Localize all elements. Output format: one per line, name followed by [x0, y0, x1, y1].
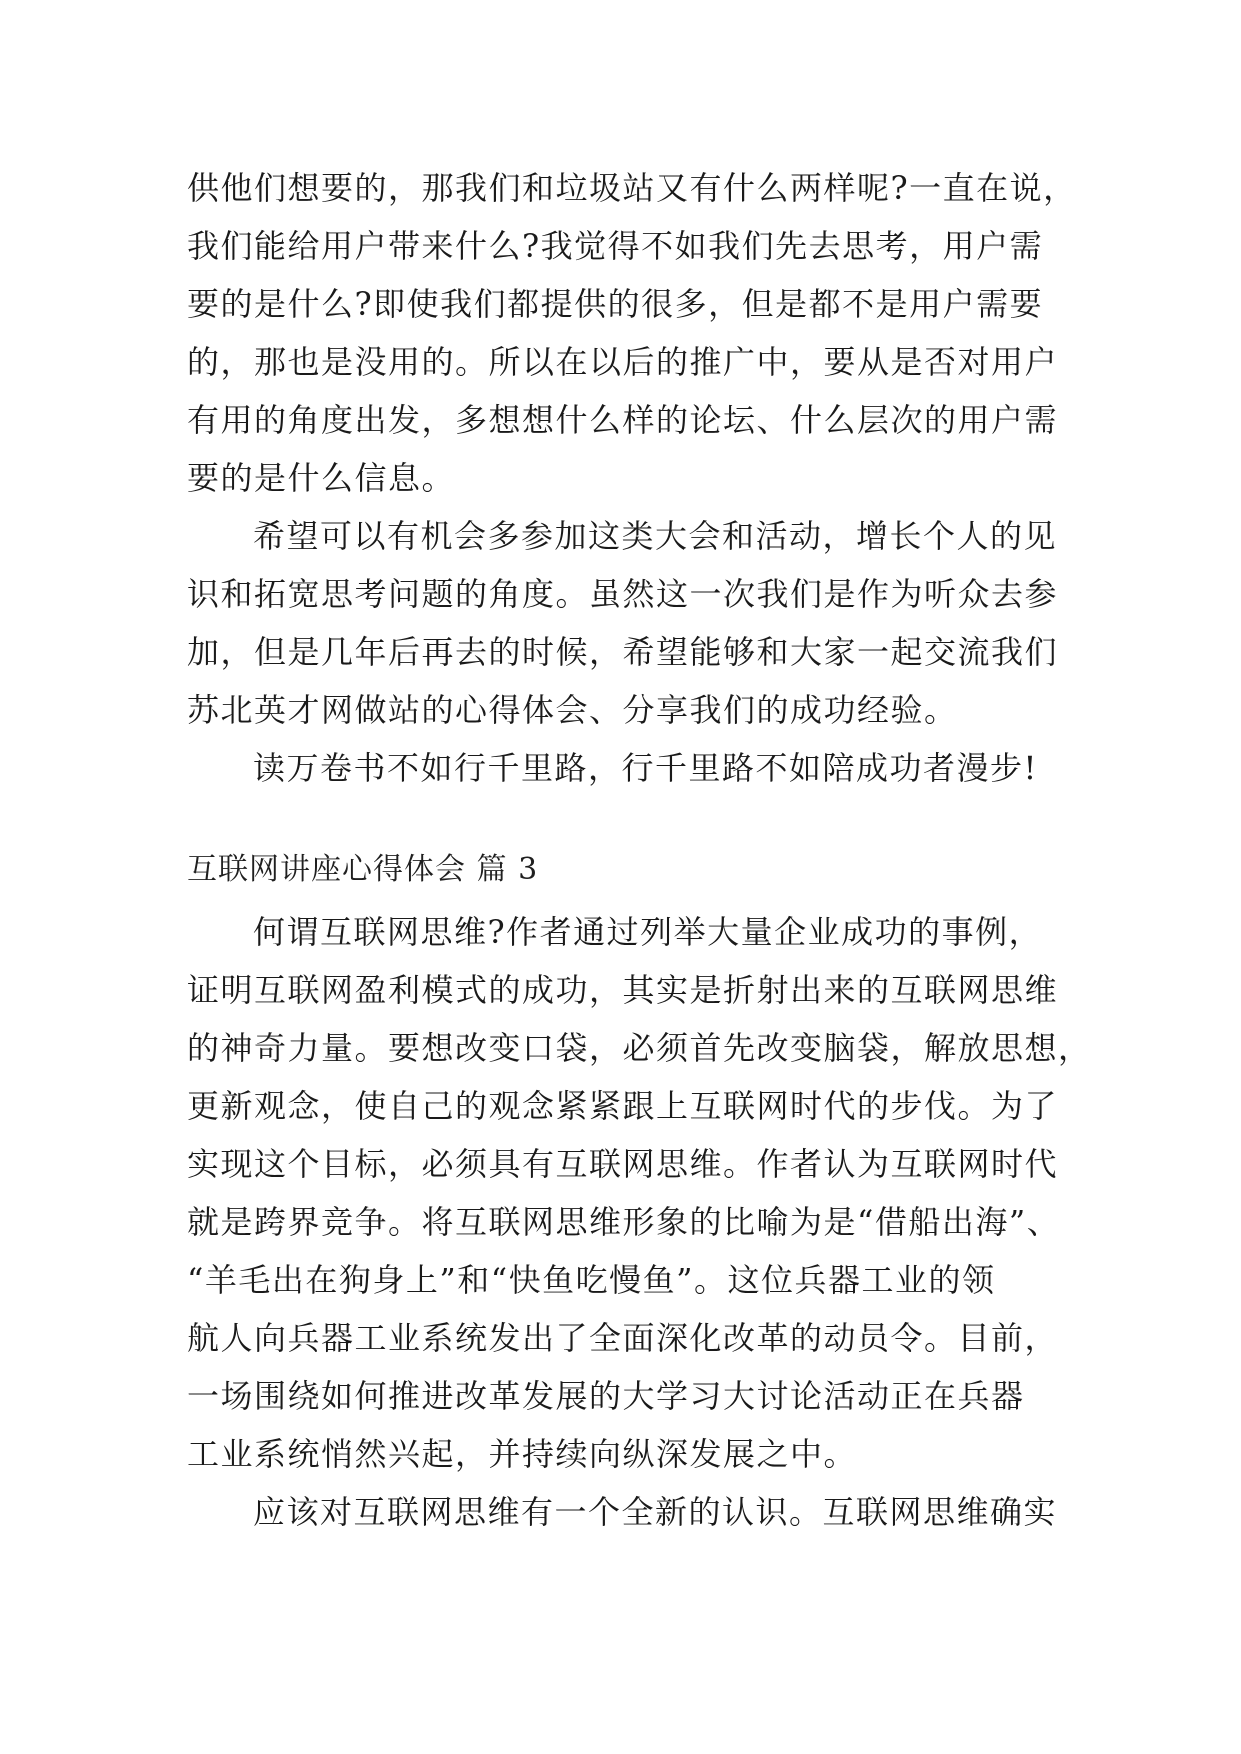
- paragraph-line: 何谓互联网思维?作者通过列举大量企业成功的事例，: [253, 913, 1043, 951]
- paragraph-line: 的，那也是没用的。所以在以后的推广中，要从是否对用户: [187, 343, 1059, 381]
- paragraph-line: 供他们想要的，那我们和垃圾站又有什么两样呢?一直在说，: [187, 169, 1077, 207]
- paragraph-line: 一场围绕如何推进改革发展的大学习大讨论活动正在兵器: [187, 1377, 1025, 1415]
- paragraph-line: 要的是什么信息。: [187, 459, 456, 497]
- paragraph-line: 更新观念，使自己的观念紧紧跟上互联网时代的步伐。为了: [187, 1087, 1059, 1125]
- paragraph-line: 工业系统悄然兴起，并持续向纵深发展之中。: [187, 1435, 858, 1473]
- paragraph-line: 加，但是几年后再去的时候，希望能够和大家一起交流我们: [187, 633, 1059, 671]
- paragraph-line: 希望可以有机会多参加这类大会和活动，增长个人的见: [253, 517, 1058, 555]
- paragraph-line: 的神奇力量。要想改变口袋，必须首先改变脑袋，解放思想，: [187, 1029, 1092, 1067]
- paragraph-line: 苏北英才网做站的心得体会、分享我们的成功经验。: [187, 691, 958, 729]
- paragraph-line: 证明互联网盈利模式的成功，其实是折射出来的互联网思维: [187, 971, 1059, 1009]
- paragraph-line: 有用的角度出发，多想想什么样的论坛、什么层次的用户需: [187, 401, 1059, 439]
- paragraph-line: 识和拓宽思考问题的角度。虽然这一次我们是作为听众去参: [187, 575, 1059, 613]
- paragraph-line: 航人向兵器工业系统发出了全面深化改革的动员令。目前，: [187, 1319, 1059, 1357]
- paragraph-line: “羊毛出在狗身上”和“快鱼吃慢鱼”。这位兵器工业的领: [187, 1261, 996, 1299]
- paragraph-line: 我们能给用户带来什么?我觉得不如我们先去思考，用户需: [187, 227, 1044, 265]
- paragraph-line: 就是跨界竞争。将互联网思维形象的比喻为是“借船出海”、: [187, 1203, 1061, 1241]
- paragraph-line: 读万卷书不如行千里路，行千里路不如陪成功者漫步!: [253, 749, 1038, 787]
- paragraph-line: 要的是什么?即使我们都提供的很多，但是都不是用户需要: [187, 285, 1044, 323]
- paragraph-line: 实现这个目标，必须具有互联网思维。作者认为互联网时代: [187, 1145, 1059, 1183]
- paragraph-line: 应该对互联网思维有一个全新的认识。互联网思维确实: [253, 1493, 1058, 1531]
- section-heading: 互联网讲座心得体会 篇 3: [187, 852, 539, 887]
